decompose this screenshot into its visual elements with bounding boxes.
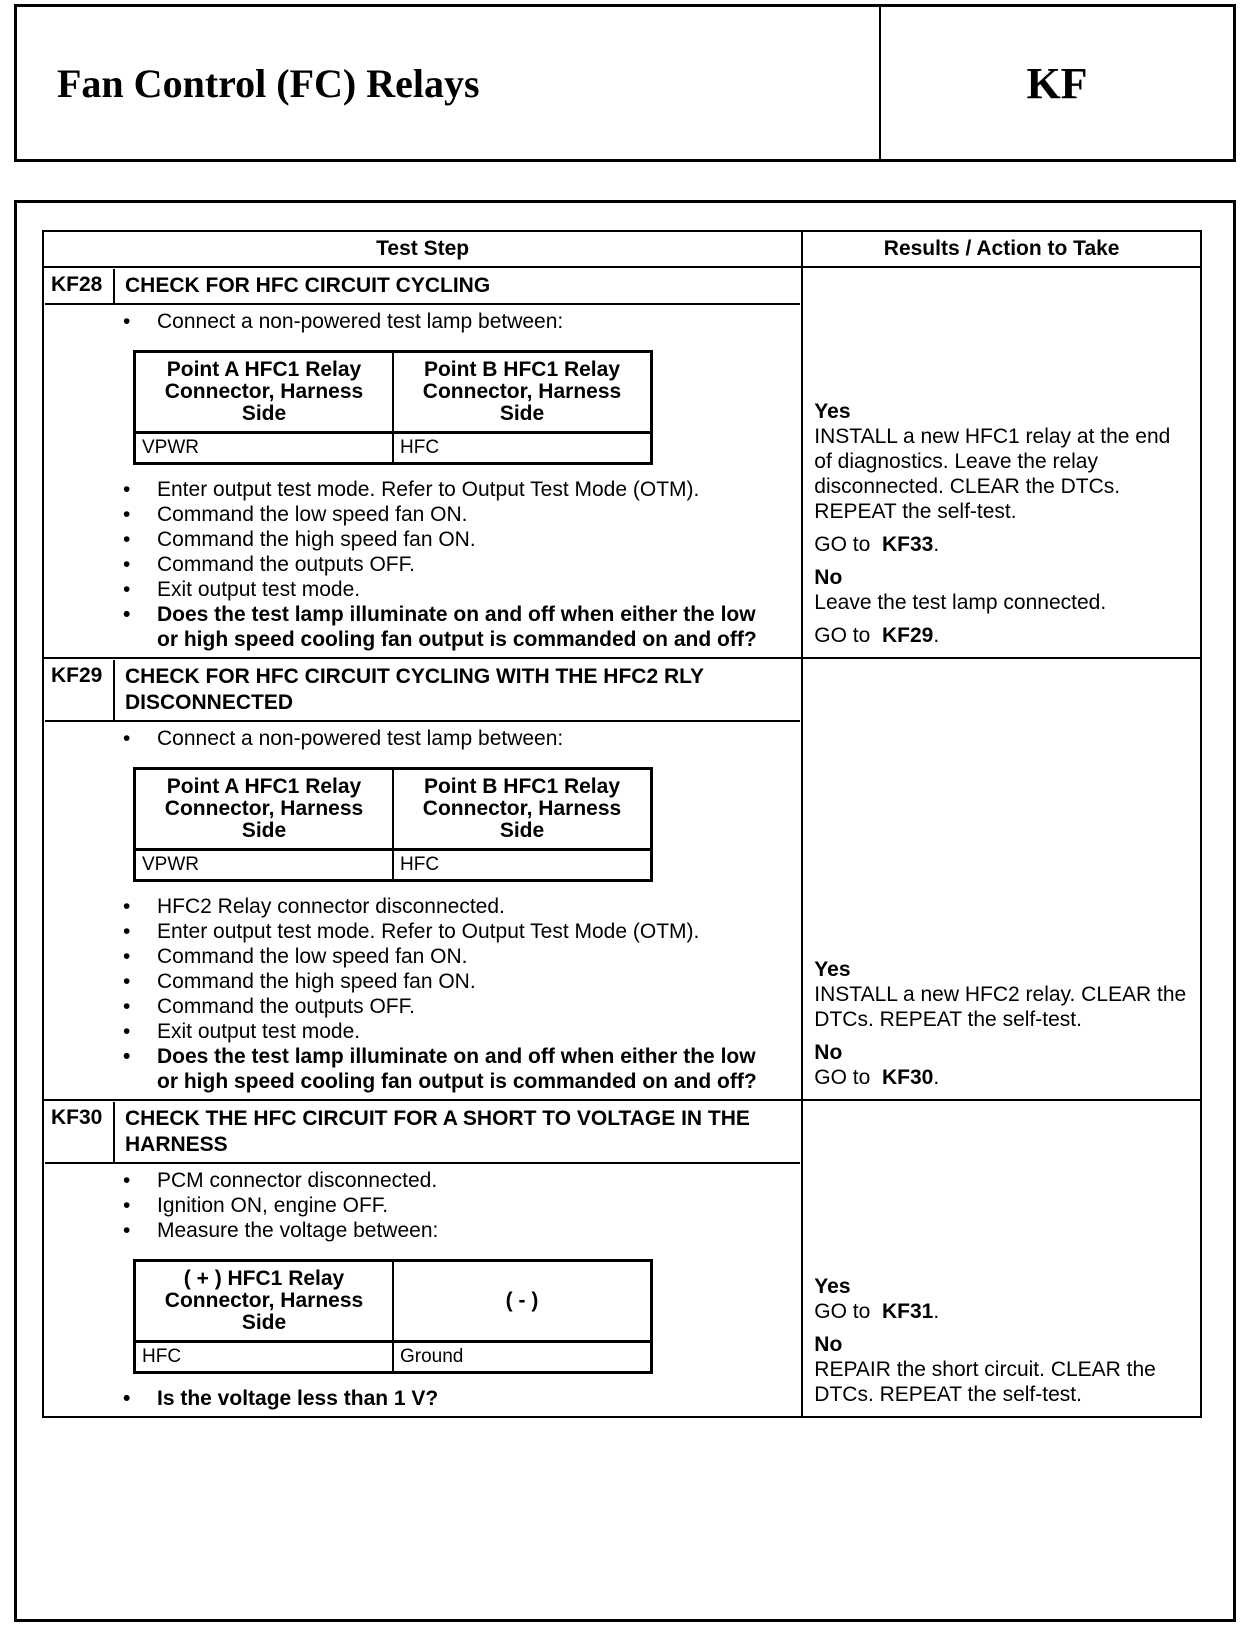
bullet-item: • Connect a non-powered test lamp between:	[121, 726, 780, 751]
step-title: CHECK FOR HFC CIRCUIT CYCLING	[125, 274, 491, 297]
step-question: • Does the test lamp illuminate on and off when either the low or high speed cooling fan output is commanded on and off?	[121, 1044, 780, 1094]
bullet-item: • Enter output test mode. Refer to Output Test Mode (OTM).	[121, 919, 780, 944]
no-label: No	[814, 566, 843, 589]
goto-step-link[interactable]: KF33	[882, 533, 934, 556]
step-title: CHECK FOR HFC CIRCUIT CYCLING WITH THE HFC2 RLY DISCONNECTED	[125, 665, 704, 714]
column-header-test-step: Test Step	[43, 231, 802, 267]
positive-lead-header: ( + ) HFC1 Relay Connector, Harness Side	[135, 1261, 394, 1342]
negative-lead-header: ( - )	[393, 1261, 652, 1342]
negative-lead-value: Ground	[393, 1342, 652, 1373]
yes-action: INSTALL a new HFC1 relay at the end of diagnostics. Leave the relay disconnected. CLEAR the DTCs. REPEAT the self-test.	[814, 425, 1171, 523]
bullet-item: • Exit output test mode.	[121, 1019, 780, 1044]
positive-lead-value: HFC	[135, 1342, 394, 1373]
goto-prefix: GO to	[814, 1066, 871, 1089]
bullet-item: • Measure the voltage between:	[121, 1218, 780, 1243]
point-b-value: HFC	[393, 433, 652, 464]
point-a-value: VPWR	[135, 433, 394, 464]
section-code: KF	[1026, 58, 1088, 108]
test-step-table	[42, 230, 1202, 1418]
bullet-item: • PCM connector disconnected.	[121, 1168, 780, 1193]
column-header-results: Results / Action to Take	[802, 231, 1201, 267]
bullet-item: • Command the low speed fan ON.	[121, 502, 780, 527]
bullet-item: • Command the outputs OFF.	[121, 994, 780, 1019]
step-title: CHECK THE HFC CIRCUIT FOR A SHORT TO VOLTAGE IN THE HARNESS	[125, 1107, 750, 1156]
point-b-header: Point B HFC1 Relay Connector, Harness Side	[393, 769, 652, 850]
bullet-item: • HFC2 Relay connector disconnected.	[121, 894, 780, 919]
yes-label: Yes	[814, 1275, 851, 1298]
step-question: • Does the test lamp illuminate on and off when either the low or high speed cooling fan output is commanded on and off?	[121, 602, 780, 652]
yes-label: Yes	[814, 400, 851, 423]
point-b-header: Point B HFC1 Relay Connector, Harness Side	[393, 352, 652, 433]
bullet-item: • Ignition ON, engine OFF.	[121, 1193, 780, 1218]
bullet-item: • Command the high speed fan ON.	[121, 969, 780, 994]
page-header	[14, 4, 1236, 162]
step-row-kf28	[43, 267, 1201, 658]
goto-step-link[interactable]: KF30	[882, 1066, 934, 1089]
goto-prefix: GO to	[814, 1300, 871, 1323]
bullet-item: • Command the outputs OFF.	[121, 552, 780, 577]
bullet-item: • Command the low speed fan ON.	[121, 944, 780, 969]
bullet-item: • Enter output test mode. Refer to Output Test Mode (OTM).	[121, 477, 780, 502]
step-question: • Is the voltage less than 1 V?	[121, 1386, 780, 1411]
step-row-kf30	[43, 1100, 1201, 1417]
bullet-item: • Connect a non-powered test lamp between:	[121, 309, 780, 334]
point-a-header: Point A HFC1 Relay Connector, Harness Side	[135, 769, 394, 850]
no-label: No	[814, 1333, 843, 1356]
measurement-table	[133, 1259, 653, 1374]
yes-action: INSTALL a new HFC2 relay. CLEAR the DTCs. REPEAT the self-test.	[814, 983, 1187, 1031]
point-a-value: VPWR	[135, 850, 394, 881]
bullet-item: • Exit output test mode.	[121, 577, 780, 602]
yes-label: Yes	[814, 958, 851, 981]
point-b-value: HFC	[393, 850, 652, 881]
page-title: Fan Control (FC) Relays	[17, 7, 881, 159]
no-label: No	[814, 1041, 843, 1064]
step-row-kf29	[43, 658, 1201, 1100]
result-kf29: Yes INSTALL a new HFC2 relay. CLEAR the DTCs. REPEAT the self-test. No GO to KF30.	[804, 951, 1199, 1098]
result-kf28: Yes INSTALL a new HFC1 relay at the end of diagnostics. Leave the relay disconnected. CLEAR the DTCs. REPEAT the self-test. GO to KF33. No Leave the test lamp connected. GO to KF29.	[804, 393, 1199, 656]
measurement-table	[133, 350, 653, 465]
step-id: KF29	[45, 660, 115, 720]
no-action: Leave the test lamp connected.	[814, 591, 1107, 614]
goto-prefix: GO to	[814, 533, 871, 556]
step-id: KF30	[45, 1102, 115, 1162]
step-id: KF28	[45, 269, 115, 303]
measurement-table	[133, 767, 653, 882]
goto-prefix: GO to	[814, 624, 871, 647]
no-action: REPAIR the short circuit. CLEAR the DTCs. REPEAT the self-test.	[814, 1358, 1156, 1406]
bullet-item: • Command the high speed fan ON.	[121, 527, 780, 552]
result-kf30: Yes GO to KF31. No REPAIR the short circuit. CLEAR the DTCs. REPEAT the self-test.	[804, 1268, 1199, 1415]
point-a-header: Point A HFC1 Relay Connector, Harness Side	[135, 352, 394, 433]
goto-step-link[interactable]: KF31	[882, 1300, 934, 1323]
goto-step-link[interactable]: KF29	[882, 624, 934, 647]
